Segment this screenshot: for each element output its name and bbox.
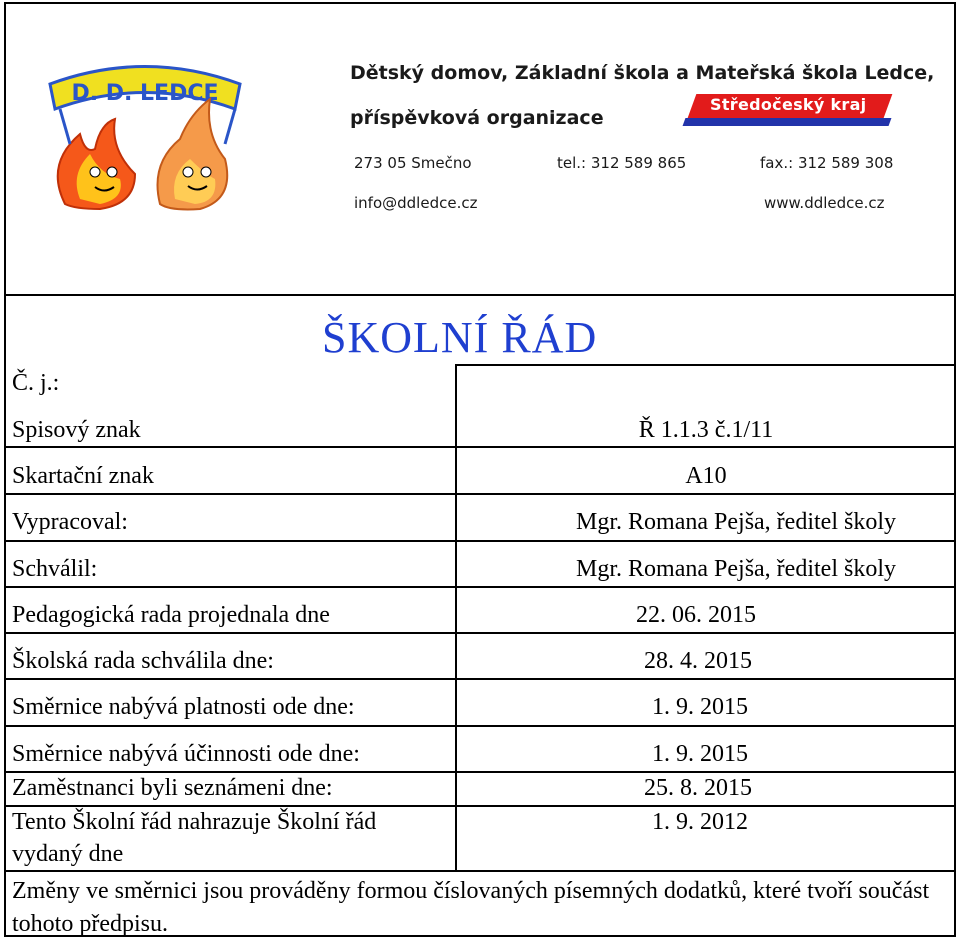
school-logo: [40, 54, 255, 214]
website: www.ddledce.cz: [764, 194, 885, 212]
value-zamestnanci: 25. 8. 2015: [644, 775, 752, 801]
value-nahrazuje: 1. 9. 2012: [652, 809, 748, 835]
value-spisovy-znak: Ř 1.1.3 č.1/11: [638, 417, 774, 443]
organization-type: příspěvková organizace: [350, 107, 604, 129]
row-divider: [4, 493, 956, 495]
label-nahrazuje-line2: vydaný dne: [12, 841, 124, 867]
value-pedagogicka-rada: 22. 06. 2015: [636, 602, 756, 628]
row-divider: [4, 725, 956, 727]
value-platnost: 1. 9. 2015: [652, 694, 748, 720]
region-badge-blue: [683, 118, 892, 126]
value-ucinnost: 1. 9. 2015: [652, 741, 748, 767]
label-pedagogicka-rada: Pedagogická rada projednala dne: [12, 602, 330, 628]
fax: fax.: 312 589 308: [760, 154, 894, 172]
label-ucinnost: Směrnice nabývá účinnosti ode dne:: [12, 741, 360, 767]
row-divider: [456, 364, 956, 366]
document-title: ŠKOLNÍ ŘÁD: [322, 313, 598, 362]
label-nahrazuje: Tento Školní řád nahrazuje Školní řád: [12, 809, 377, 835]
row-divider: [4, 870, 956, 872]
value-skartacni-znak: A10: [685, 463, 727, 489]
row-divider: [4, 540, 956, 542]
region-badge-label: Středočeský kraj: [710, 95, 867, 114]
row-divider: [4, 586, 956, 588]
letterhead: [4, 2, 956, 296]
value-skolska-rada: 28. 4. 2015: [644, 648, 752, 674]
label-zamestnanci: Zaměstnanci byli seznámeni dne:: [12, 775, 333, 801]
label-platnost: Směrnice nabývá platnosti ode dne:: [12, 694, 355, 720]
organization-name: Dětský domov, Základní škola a Mateřská škola Ledce,: [350, 62, 935, 84]
logo-text: D. D. LEDCE: [71, 81, 219, 106]
row-divider: [4, 632, 956, 634]
label-spisovy-znak: Spisový znak: [12, 417, 141, 443]
label-skartacni-znak: Skartační znak: [12, 463, 154, 489]
label-skolska-rada: Školská rada schválila dne:: [12, 648, 274, 674]
amendment-note: Změny ve směrnici jsou prováděny formou číslovaných písemných dodatků, které tvoří součást tohoto předpisu.: [12, 878, 930, 937]
value-vypracoval: Mgr. Romana Pejša, ředitel školy: [576, 509, 896, 535]
address: 273 05 Smečno: [354, 154, 472, 172]
row-divider: [4, 446, 956, 448]
phone: tel.: 312 589 865: [557, 154, 687, 172]
label-vypracoval: Vypracoval:: [12, 509, 128, 535]
label-schvalil: Schválil:: [12, 556, 98, 582]
value-schvalil: Mgr. Romana Pejša, ředitel školy: [576, 556, 896, 582]
region-badge: [682, 94, 894, 134]
email: info@ddledce.cz: [354, 194, 478, 212]
label-cj: Č. j.:: [12, 370, 60, 396]
column-divider: [455, 364, 457, 870]
row-divider: [4, 678, 956, 680]
